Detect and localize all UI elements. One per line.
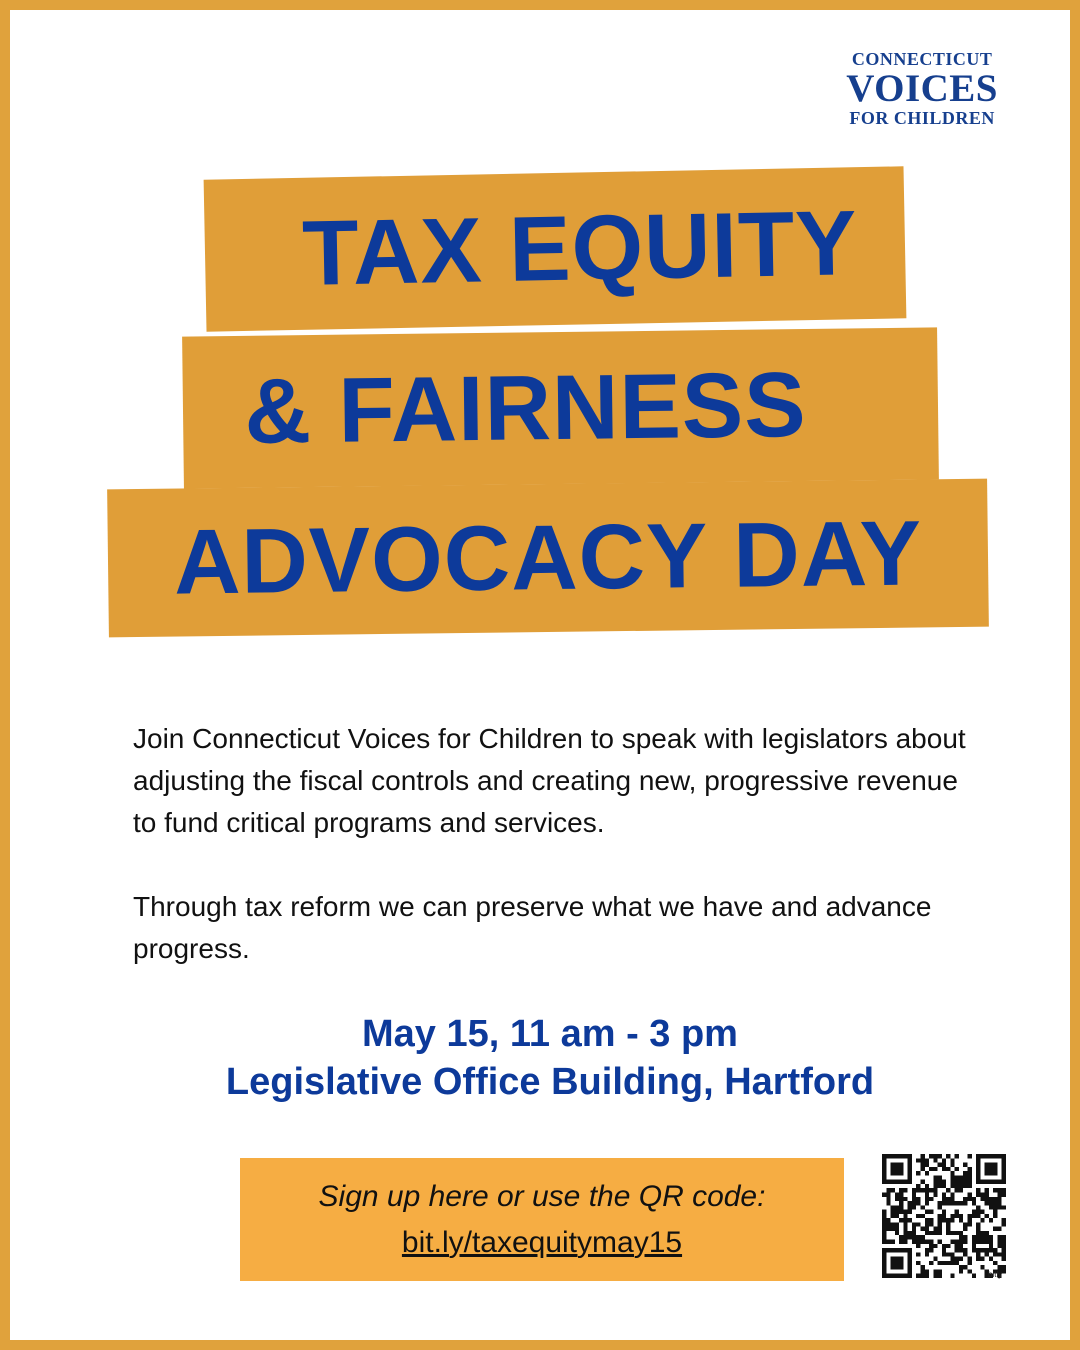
logo-line-1: CONNECTICUT (851, 49, 993, 69)
headline-band-1 (204, 166, 907, 331)
headline-line-2: & FAIRNESS (243, 353, 808, 463)
description-paragraph-2: Through tax reform we can preserve what we have and advance progress. (133, 891, 932, 964)
description (133, 718, 983, 970)
description-paragraph-1: Join Connecticut Voices for Children to speak with legislators about adjusting the fiscal controls and creating new, progressive revenue to fund critical programs and services. (133, 723, 966, 838)
headline-line-1: TAX EQUITY (301, 192, 859, 305)
headline-band-3 (107, 479, 989, 638)
event-location: Legislative Office Building, Hartford (225, 1061, 875, 1103)
signup-box (240, 1158, 844, 1281)
signup-prompt: Sign up here or use the QR code: (318, 1179, 766, 1213)
qr-code[interactable] (882, 1154, 1006, 1278)
headline-band-2 (182, 327, 939, 488)
event-details (70, 1010, 1030, 1106)
logo-line-2: VOICES (846, 67, 998, 110)
event-datetime: May 15, 11 am - 3 pm (362, 1013, 738, 1055)
connecticut-voices-logo (846, 50, 998, 127)
qr-caption: bitly (988, 1270, 1003, 1279)
headline-line-3: ADVOCACY DAY (173, 502, 923, 614)
signup-link[interactable]: bit.ly/taxequitymay15 (401, 1225, 683, 1259)
logo-line-3: FOR CHILDREN (849, 108, 995, 128)
